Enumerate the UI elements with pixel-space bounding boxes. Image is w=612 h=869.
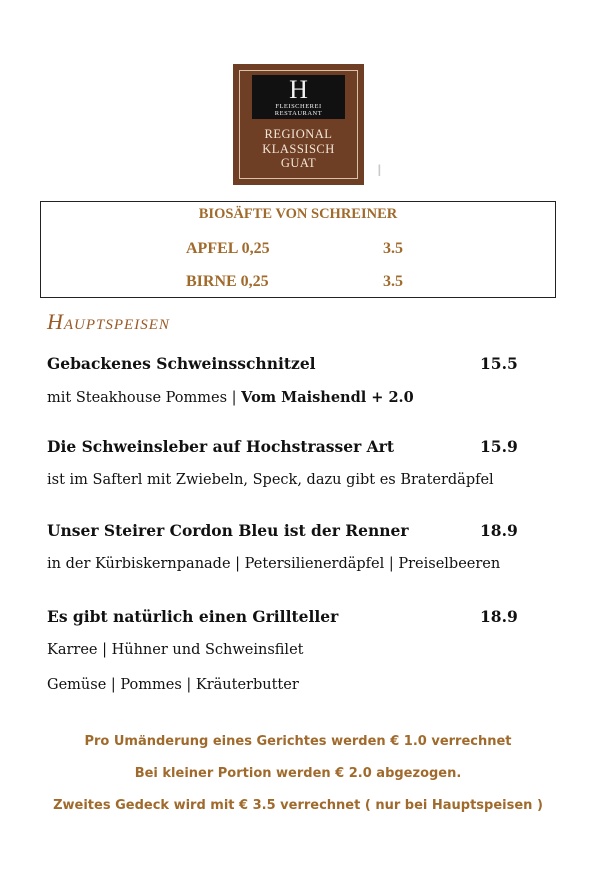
dish-price: 15.9 xyxy=(480,437,518,456)
bio-item-name: BIRNE 0,25 xyxy=(186,273,269,290)
dish-description: ist im Safterl mit Zwiebeln, Speck, dazu gibt es Braterdäpfel xyxy=(47,472,494,488)
logo-tag-klassisch: KLASSISCH xyxy=(262,141,335,156)
bio-item-price: 3.5 xyxy=(383,240,403,257)
logo-line1: FLEISCHEREI xyxy=(275,103,322,110)
dish-description: Karree | Hühner und Schweinsfilet xyxy=(47,642,304,658)
logo-emblem xyxy=(252,75,345,119)
logo-tagline xyxy=(240,127,357,171)
biosaefte-box xyxy=(40,201,556,298)
logo-letter: H xyxy=(289,75,308,104)
note-text: Bei kleiner Portion werden € 2.0 abgezogen. xyxy=(134,766,462,781)
dish-price: 18.9 xyxy=(480,521,518,540)
dish-description-text: mit Steakhouse Pommes | xyxy=(47,390,242,406)
bio-item-price: 3.5 xyxy=(383,273,403,290)
dish-description: in der Kürbiskernpanade | Petersilienerdäpfel | Preiselbeeren xyxy=(47,556,501,572)
note-text: Zweites Gedeck wird mit € 3.5 verrechnet ( nur bei Hauptspeisen ) xyxy=(53,798,543,813)
dish-name: Unser Steirer Cordon Bleu ist der Renner xyxy=(47,521,409,540)
restaurant-logo xyxy=(233,64,364,185)
biosaefte-title: BIOSÄFTE VON SCHREINER xyxy=(198,206,398,222)
logo-frame xyxy=(239,70,358,179)
dish-name: Es gibt natürlich einen Grillteller xyxy=(47,607,339,626)
logo-tag-guat: GUAT xyxy=(280,156,317,170)
dish-price: 15.5 xyxy=(480,354,518,373)
dish-description xyxy=(47,389,414,406)
text-cursor-icon: I xyxy=(377,161,382,180)
dish-description: Gemüse | Pommes | Kräuterbutter xyxy=(47,677,299,693)
dish-price: 18.9 xyxy=(480,607,518,626)
bio-item-name: APFEL 0,25 xyxy=(186,240,270,257)
logo-tag-regional: REGIONAL xyxy=(264,127,333,141)
note-text: Pro Umänderung eines Gerichtes werden € 1.0 verrechnet xyxy=(84,734,512,749)
dish-option: Vom Maishendl + 2.0 xyxy=(241,389,414,406)
dish-name: Die Schweinsleber auf Hochstrasser Art xyxy=(47,437,394,456)
dish-name: Gebackenes Schweinsschnitzel xyxy=(47,354,316,373)
section-title-hauptspeisen: Hauptspeisen xyxy=(47,309,170,334)
logo-line2: RESTAURANT xyxy=(274,110,323,117)
